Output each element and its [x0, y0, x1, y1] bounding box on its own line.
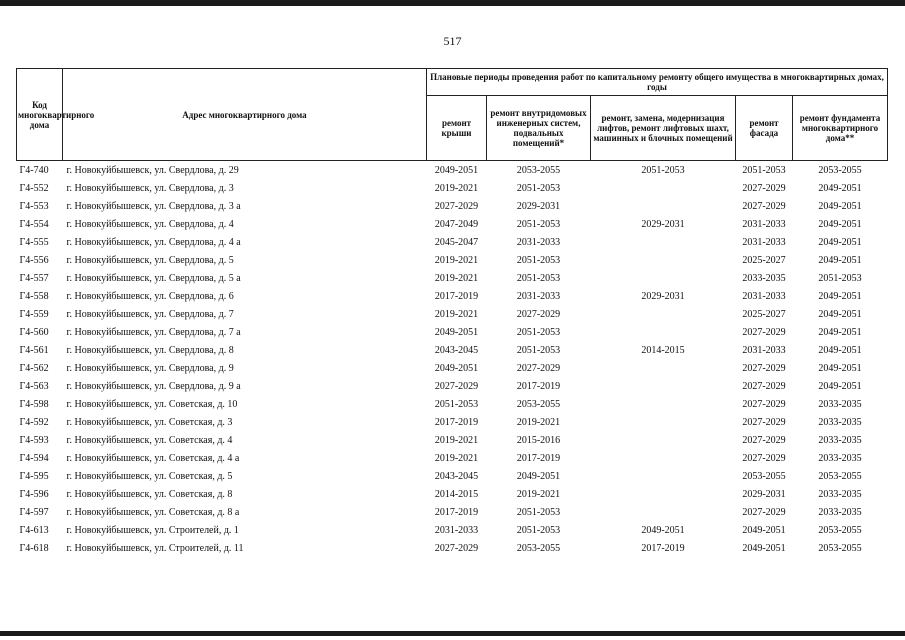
cell-facade: 2031-2033 [742, 344, 786, 356]
cell-elevators: 2029-2031 [641, 290, 685, 302]
capital-repair-table [16, 68, 888, 557]
table-row [17, 269, 888, 287]
cell-systems: 2031-2033 [516, 236, 561, 248]
cell-roof: 2019-2021 [434, 182, 479, 194]
cell-systems: 2049-2051 [516, 470, 561, 482]
table-row [17, 305, 888, 323]
cell-roof: 2014-2015 [434, 488, 479, 500]
table-row [17, 341, 888, 359]
table-row [17, 359, 888, 377]
cell-roof: 2043-2045 [434, 344, 479, 356]
header-code: Код многоквартирного дома [17, 69, 63, 161]
cell-address: г. Новокуйбышевск, ул. Свердлова, д. 4 а [66, 236, 241, 248]
cell-code: Г4-559 [19, 308, 49, 320]
cell-foundation: 2033-2035 [818, 488, 862, 500]
cell-facade: 2029-2031 [742, 488, 786, 500]
table-row [17, 413, 888, 431]
cell-roof: 2017-2019 [434, 290, 479, 302]
cell-code: Г4-552 [19, 182, 49, 194]
cell-systems: 2051-2053 [516, 272, 561, 284]
cell-foundation: 2051-2053 [818, 272, 862, 284]
cell-foundation: 2049-2051 [818, 290, 862, 302]
cell-code: Г4-557 [19, 272, 49, 284]
cell-elevators [591, 359, 736, 377]
cell-facade: 2031-2033 [742, 290, 786, 302]
cell-facade: 2027-2029 [742, 506, 786, 518]
table-row [17, 215, 888, 233]
cell-facade: 2025-2027 [742, 254, 786, 266]
cell-roof: 2019-2021 [434, 452, 479, 464]
cell-address: г. Новокуйбышевск, ул. Советская, д. 4 а [66, 452, 240, 464]
cell-foundation: 2033-2035 [818, 398, 862, 410]
cell-elevators [591, 485, 736, 503]
cell-facade: 2027-2029 [742, 398, 786, 410]
cell-roof: 2049-2051 [434, 326, 479, 338]
cell-address: г. Новокуйбышевск, ул. Свердлова, д. 9 [66, 362, 234, 374]
cell-elevators [591, 377, 736, 395]
cell-systems: 2051-2053 [516, 326, 561, 338]
table-row [17, 179, 888, 197]
cell-address: г. Новокуйбышевск, ул. Свердлова, д. 4 [66, 218, 234, 230]
cell-foundation: 2049-2051 [818, 200, 862, 212]
header-roof: ремонт крыши [427, 96, 487, 161]
cell-address: г. Новокуйбышевск, ул. Свердлова, д. 29 [63, 161, 427, 180]
cell-systems: 2027-2029 [516, 308, 561, 320]
cell-roof: 2043-2045 [434, 470, 479, 482]
header-facade: ремонт фасада [736, 96, 793, 161]
cell-foundation: 2033-2035 [818, 434, 862, 446]
table-body [17, 161, 888, 558]
cell-elevators: 2029-2031 [641, 218, 685, 230]
cell-elevators [591, 197, 736, 215]
cell-code: Г4-593 [19, 434, 49, 446]
cell-facade: 2027-2029 [742, 380, 786, 392]
table-row [17, 467, 888, 485]
cell-code: Г4-563 [19, 380, 49, 392]
cell-facade: 2033-2035 [742, 272, 786, 284]
cell-code: Г4-613 [19, 524, 49, 536]
cell-foundation: 2049-2051 [818, 344, 862, 356]
cell-elevators [591, 413, 736, 431]
table-row [17, 539, 888, 557]
cell-systems: 2019-2021 [516, 488, 561, 500]
cell-address: г. Новокуйбышевск, ул. Строителей, д. 11 [66, 542, 244, 554]
cell-roof: 2047-2049 [434, 218, 479, 230]
cell-foundation: 2053-2055 [793, 161, 888, 180]
cell-facade: 2051-2053 [736, 161, 793, 180]
cell-facade: 2027-2029 [742, 182, 786, 194]
cell-code: Г4-597 [19, 506, 49, 518]
cell-code: Г4-596 [19, 488, 49, 500]
table-row [17, 449, 888, 467]
cell-foundation: 2033-2035 [818, 416, 862, 428]
cell-facade: 2027-2029 [742, 416, 786, 428]
cell-address: г. Новокуйбышевск, ул. Свердлова, д. 5 [66, 254, 234, 266]
table-row [17, 251, 888, 269]
cell-code: Г4-561 [19, 344, 49, 356]
cell-elevators [591, 431, 736, 449]
scan-top-edge [0, 0, 905, 6]
cell-roof: 2031-2033 [434, 524, 479, 536]
cell-foundation: 2049-2051 [818, 308, 862, 320]
cell-elevators [591, 395, 736, 413]
cell-address: г. Новокуйбышевск, ул. Советская, д. 10 [66, 398, 238, 410]
cell-roof: 2027-2029 [434, 542, 479, 554]
table-row [17, 323, 888, 341]
cell-elevators [591, 251, 736, 269]
cell-roof: 2049-2051 [434, 362, 479, 374]
cell-elevators: 2017-2019 [641, 542, 685, 554]
cell-systems: 2051-2053 [516, 524, 561, 536]
cell-roof: 2045-2047 [434, 236, 479, 248]
cell-foundation: 2049-2051 [818, 326, 862, 338]
cell-code: Г4-555 [19, 236, 49, 248]
header-periods: Плановые периоды проведения работ по капитальному ремонту общего имущества в многоквартирных домах, годы [427, 69, 888, 96]
cell-systems: 2017-2019 [516, 380, 561, 392]
cell-elevators [591, 305, 736, 323]
table-row [17, 161, 888, 180]
cell-elevators [591, 449, 736, 467]
cell-address: г. Новокуйбышевск, ул. Свердлова, д. 3 [66, 182, 234, 194]
cell-foundation: 2049-2051 [818, 362, 862, 374]
cell-systems: 2015-2016 [516, 434, 561, 446]
cell-roof: 2019-2021 [434, 308, 479, 320]
cell-facade: 2031-2033 [742, 236, 786, 248]
cell-systems: 2053-2055 [487, 161, 591, 180]
cell-address: г. Новокуйбышевск, ул. Советская, д. 3 [66, 416, 233, 428]
cell-foundation: 2053-2055 [818, 542, 862, 554]
cell-foundation: 2053-2055 [818, 470, 862, 482]
cell-roof: 2017-2019 [434, 416, 479, 428]
cell-code: Г4-594 [19, 452, 49, 464]
cell-facade: 2049-2051 [742, 542, 786, 554]
cell-facade: 2031-2033 [742, 218, 786, 230]
cell-facade: 2027-2029 [742, 200, 786, 212]
cell-code: Г4-554 [19, 218, 49, 230]
header-address: Адрес многоквартирного дома [63, 69, 427, 161]
cell-foundation: 2049-2051 [818, 380, 862, 392]
cell-roof: 2049-2051 [427, 161, 487, 180]
cell-systems: 2029-2031 [516, 200, 561, 212]
cell-address: г. Новокуйбышевск, ул. Свердлова, д. 7 [66, 308, 234, 320]
cell-systems: 2051-2053 [516, 218, 561, 230]
cell-code: Г4-618 [19, 542, 49, 554]
cell-code: Г4-558 [19, 290, 49, 302]
cell-roof: 2027-2029 [434, 200, 479, 212]
page-number: 517 [443, 34, 462, 48]
table-row [17, 395, 888, 413]
cell-code: Г4-562 [19, 362, 49, 374]
cell-foundation: 2049-2051 [818, 218, 862, 230]
table-row [17, 377, 888, 395]
table-header [17, 69, 888, 161]
cell-foundation: 2049-2051 [818, 254, 862, 266]
cell-roof: 2019-2021 [434, 272, 479, 284]
cell-code: Г4-560 [19, 326, 49, 338]
table-row [17, 521, 888, 539]
cell-address: г. Новокуйбышевск, ул. Свердлова, д. 3 а [66, 200, 241, 212]
table-row [17, 431, 888, 449]
cell-systems: 2017-2019 [516, 452, 561, 464]
cell-address: г. Новокуйбышевск, ул. Свердлова, д. 6 [66, 290, 234, 302]
cell-roof: 2027-2029 [434, 380, 479, 392]
cell-roof: 2019-2021 [434, 434, 479, 446]
cell-foundation: 2053-2055 [818, 524, 862, 536]
cell-systems: 2051-2053 [516, 254, 561, 266]
cell-facade: 2049-2051 [742, 524, 786, 536]
cell-systems: 2019-2021 [516, 416, 561, 428]
cell-address: г. Новокуйбышевск, ул. Строителей, д. 1 [66, 524, 239, 536]
cell-address: г. Новокуйбышевск, ул. Свердлова, д. 9 а [66, 380, 241, 392]
cell-elevators [591, 503, 736, 521]
cell-address: г. Новокуйбышевск, ул. Свердлова, д. 5 а [66, 272, 241, 284]
cell-code: Г4-598 [19, 398, 49, 410]
header-systems: ремонт внутридомовых инженерных систем, подвальных помещений* [487, 96, 591, 161]
cell-address: г. Новокуйбышевск, ул. Свердлова, д. 7 а [66, 326, 241, 338]
cell-facade: 2027-2029 [742, 326, 786, 338]
cell-elevators [591, 233, 736, 251]
cell-systems: 2051-2053 [516, 182, 561, 194]
cell-systems: 2027-2029 [516, 362, 561, 374]
cell-systems: 2053-2055 [516, 398, 561, 410]
cell-elevators: 2051-2053 [591, 161, 736, 180]
cell-roof: 2019-2021 [434, 254, 479, 266]
cell-elevators [591, 323, 736, 341]
cell-code: Г4-595 [19, 470, 49, 482]
cell-address: г. Новокуйбышевск, ул. Советская, д. 8 [66, 488, 233, 500]
cell-elevators [591, 467, 736, 485]
header-elevators: ремонт, замена, модернизация лифтов, ремонт лифтовых шахт, машинных и блочных помещений [591, 96, 736, 161]
table-row [17, 197, 888, 215]
cell-code: Г4-556 [19, 254, 49, 266]
cell-elevators: 2049-2051 [641, 524, 685, 536]
cell-facade: 2053-2055 [742, 470, 786, 482]
cell-code: Г4-592 [19, 416, 49, 428]
cell-facade: 2027-2029 [742, 434, 786, 446]
cell-foundation: 2049-2051 [818, 182, 862, 194]
scan-bottom-edge [0, 631, 905, 636]
table-row [17, 233, 888, 251]
cell-roof: 2051-2053 [434, 398, 479, 410]
table-row [17, 503, 888, 521]
cell-address: г. Новокуйбышевск, ул. Советская, д. 4 [66, 434, 233, 446]
header-foundation: ремонт фундамента многоквартирного дома** [793, 96, 888, 161]
cell-facade: 2027-2029 [742, 362, 786, 374]
table-row [17, 485, 888, 503]
cell-foundation: 2033-2035 [818, 452, 862, 464]
cell-elevators: 2014-2015 [641, 344, 685, 356]
cell-elevators [591, 269, 736, 287]
cell-address: г. Новокуйбышевск, ул. Советская, д. 8 а [66, 506, 240, 518]
cell-foundation: 2049-2051 [818, 236, 862, 248]
cell-systems: 2053-2055 [516, 542, 561, 554]
cell-systems: 2051-2053 [516, 344, 561, 356]
table-row [17, 287, 888, 305]
cell-code: Г4-553 [19, 200, 49, 212]
cell-facade: 2027-2029 [742, 452, 786, 464]
cell-systems: 2051-2053 [516, 506, 561, 518]
cell-roof: 2017-2019 [434, 506, 479, 518]
cell-address: г. Новокуйбышевск, ул. Советская, д. 5 [66, 470, 233, 482]
cell-elevators [591, 179, 736, 197]
cell-foundation: 2033-2035 [818, 506, 862, 518]
cell-systems: 2031-2033 [516, 290, 561, 302]
cell-code: Г4-740 [17, 161, 63, 180]
cell-address: г. Новокуйбышевск, ул. Свердлова, д. 8 [66, 344, 234, 356]
cell-facade: 2025-2027 [742, 308, 786, 320]
